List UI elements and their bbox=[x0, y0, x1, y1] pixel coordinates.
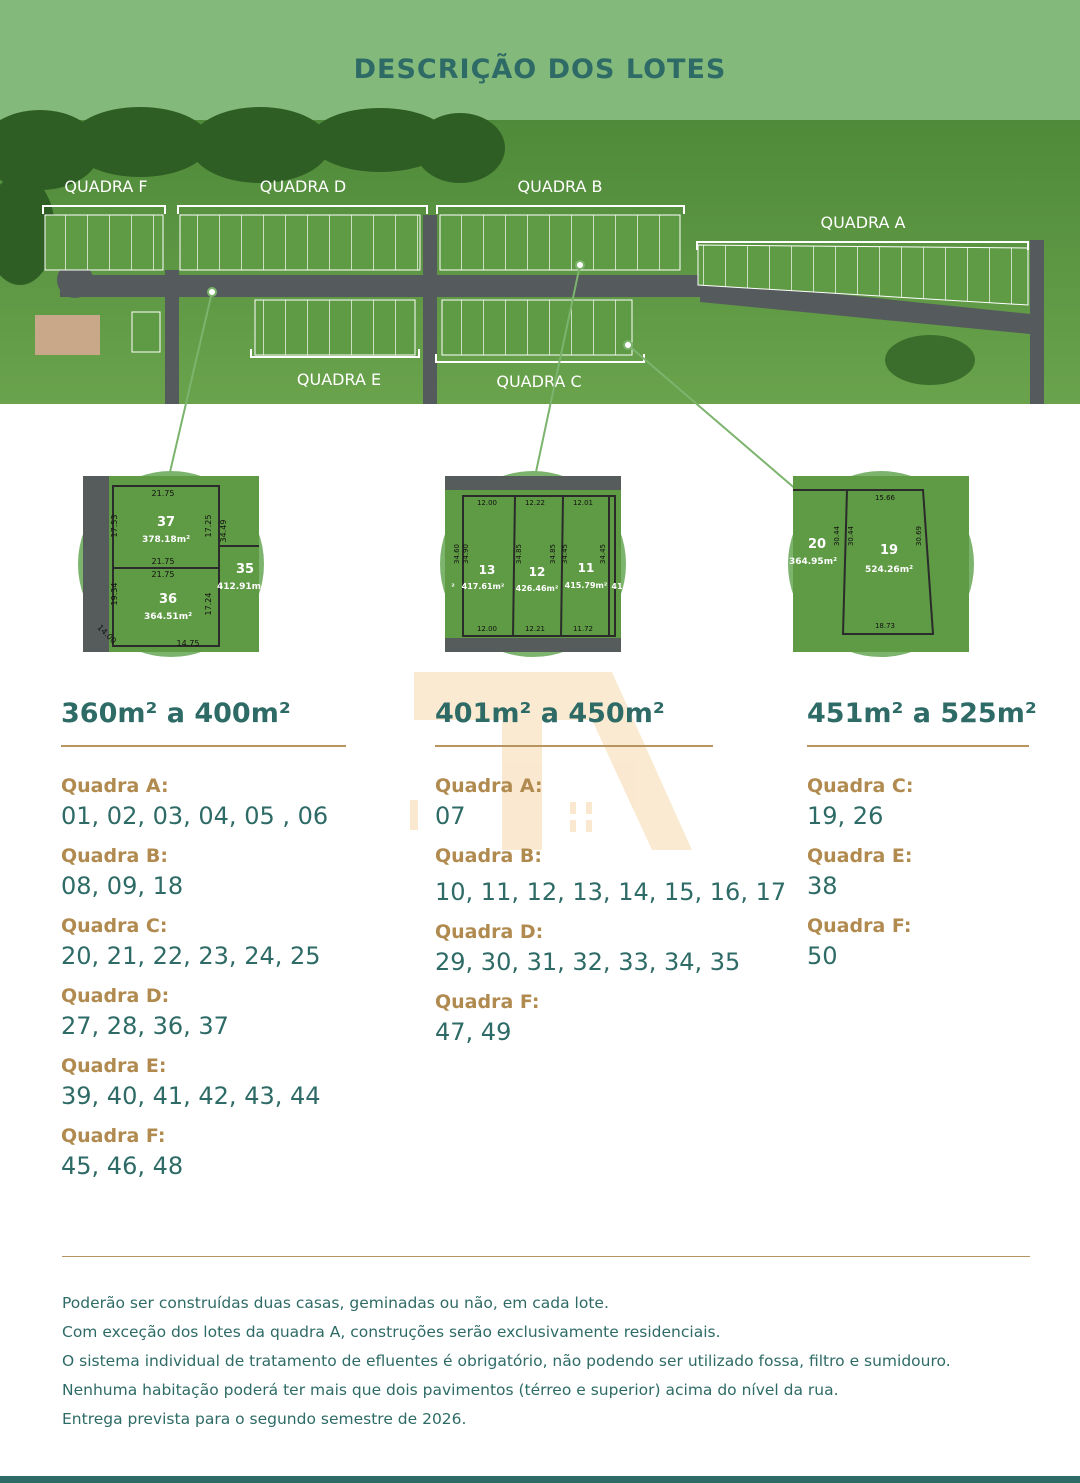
zoom-circle-quadra-c bbox=[788, 471, 974, 657]
quadra-group bbox=[435, 919, 741, 979]
zoom1-dim-right3: 17.24 bbox=[204, 592, 213, 616]
footer-bar bbox=[0, 1476, 1080, 1483]
range-heading: 401m² a 450m² bbox=[435, 698, 665, 729]
quadra-group bbox=[61, 1123, 346, 1183]
label-quadra-e: QUADRA E bbox=[296, 370, 382, 389]
zoom2-partial-left: ² bbox=[451, 582, 455, 591]
zoom1-dim-right1: 17.25 bbox=[204, 514, 213, 538]
quadra-group bbox=[807, 913, 1029, 973]
quadra-group bbox=[61, 843, 346, 903]
quadra-label: Quadra C: bbox=[61, 915, 168, 937]
zoom1-dim-mid2: 21.75 bbox=[151, 570, 175, 579]
zoom2-lot11-num: 11 bbox=[577, 561, 595, 575]
quadra-group bbox=[435, 843, 787, 909]
zoom3-dim-bottom: 18.73 bbox=[874, 622, 896, 630]
heading-rule bbox=[807, 745, 1029, 747]
label-quadra-d: QUADRA D bbox=[259, 177, 347, 196]
range-column-1 bbox=[61, 698, 346, 1193]
quadra-label: Quadra E: bbox=[61, 1055, 167, 1077]
range-column-3 bbox=[807, 698, 1037, 983]
lot-numbers: 20, 21, 22, 23, 24, 25 bbox=[61, 942, 321, 970]
zoom1-dim-mid1: 21.75 bbox=[151, 557, 175, 566]
lot-numbers: 29, 30, 31, 32, 33, 34, 35 bbox=[435, 948, 741, 976]
label-quadra-b: QUADRA B bbox=[517, 177, 603, 196]
zoom2-lot12-num: 12 bbox=[528, 565, 546, 579]
zoom2-lot11-area: 415.79m² bbox=[564, 581, 608, 590]
zoom3-dim-v2: 30.44 bbox=[847, 525, 855, 547]
quadra-label: Quadra C: bbox=[807, 775, 914, 797]
zoom2-dim-top1: 12.00 bbox=[476, 499, 498, 507]
lot-numbers: 50 bbox=[807, 942, 838, 970]
quadra-label: Quadra B: bbox=[435, 845, 542, 867]
quadra-list bbox=[61, 773, 346, 1183]
range-heading: 451m² a 525m² bbox=[807, 698, 1037, 729]
note-line: Com exceção dos lotes da quadra A, construções serão exclusivamente residenciais. bbox=[62, 1323, 721, 1341]
heading-rule bbox=[61, 745, 346, 747]
zoom2-dim-bot1: 12.00 bbox=[476, 625, 498, 633]
page-title: DESCRIÇÃO DOS LOTES bbox=[353, 54, 727, 85]
heading-rule bbox=[435, 745, 713, 747]
quadra-group bbox=[435, 989, 713, 1049]
lot-numbers: 47, 49 bbox=[435, 1018, 512, 1046]
zoom1-lot37-num: 37 bbox=[156, 515, 176, 530]
zoom1-dim-bottom: 14.75 bbox=[176, 639, 200, 648]
quadra-label: Quadra F: bbox=[807, 915, 912, 937]
zoom3-dim-v1: 30.44 bbox=[833, 525, 841, 547]
site-plan-map bbox=[0, 120, 1080, 404]
lot-numbers: 07 bbox=[435, 802, 466, 830]
quadra-list bbox=[807, 773, 1029, 973]
zoom-circle-quadra-b bbox=[440, 471, 626, 657]
quadra-group bbox=[61, 913, 346, 973]
quadra-group bbox=[61, 983, 346, 1043]
lot-numbers: 45, 46, 48 bbox=[61, 1152, 184, 1180]
zoom1-dim-top: 21.75 bbox=[151, 489, 175, 498]
quadra-label: Quadra E: bbox=[807, 845, 913, 867]
note-line: Nenhuma habitação poderá ter mais que dois pavimentos (térreo e superior) acima do nível da rua. bbox=[62, 1381, 839, 1399]
zoom1-dim-right2: 34.49 bbox=[219, 519, 228, 543]
quadra-label: Quadra F: bbox=[61, 1125, 166, 1147]
zoom1-lot35-area: 412.91m bbox=[216, 582, 262, 592]
lot-numbers: 19, 26 bbox=[807, 802, 884, 830]
zoom2-lot12-area: 426.46m² bbox=[515, 584, 559, 593]
zoom2-dim-bot2: 12.21 bbox=[524, 625, 546, 633]
zoom2-dim-v6: 34.45 bbox=[599, 543, 607, 565]
note-line: Entrega prevista para o segundo semestre de 2026. bbox=[62, 1410, 467, 1428]
quadra-group bbox=[61, 773, 346, 833]
zoom1-dim-corner: 14.00 bbox=[95, 622, 119, 646]
zoom2-dim-top2: 12.22 bbox=[524, 499, 546, 507]
notes-block bbox=[62, 1289, 1042, 1434]
zoom2-dim-v5: 34.45 bbox=[561, 543, 569, 565]
zoom3-lot19-num: 19 bbox=[879, 543, 899, 558]
label-quadra-f: QUADRA F bbox=[64, 177, 148, 196]
zoom1-lot35-num: 35 bbox=[235, 562, 255, 577]
quadra-label: Quadra A: bbox=[61, 775, 169, 797]
lot-numbers: 38 bbox=[807, 872, 838, 900]
zoom3-dim-top: 15.66 bbox=[874, 494, 896, 502]
quadra-label: Quadra A: bbox=[435, 775, 543, 797]
zoom-circle-quadra-d bbox=[78, 471, 264, 657]
zoom3-dim-v3: 30.69 bbox=[915, 525, 923, 547]
quadra-group bbox=[61, 1053, 346, 1113]
zoom3-lot20-num: 20 bbox=[807, 537, 827, 552]
lot-numbers: 01, 02, 03, 04, 05 , 06 bbox=[61, 802, 329, 830]
section-divider bbox=[62, 1256, 1030, 1257]
zoom2-dim-v4: 34.85 bbox=[549, 543, 557, 565]
zoom2-lot13-area: 417.61m² bbox=[461, 582, 505, 591]
quadra-label: Quadra D: bbox=[435, 921, 544, 943]
quadra-label: Quadra B: bbox=[61, 845, 168, 867]
note-line: O sistema individual de tratamento de efluentes é obrigatório, não podendo ser utilizado fossa, filtro e sumidouro. bbox=[62, 1352, 951, 1370]
zoom1-lot36-num: 36 bbox=[158, 592, 178, 607]
quadra-label: Quadra F: bbox=[435, 991, 540, 1013]
zoom2-partial-right: 41 bbox=[611, 582, 623, 591]
quadra-group bbox=[807, 773, 1029, 833]
zoom1-lot37-area: 378.18m² bbox=[141, 535, 191, 545]
quadra-label: Quadra D: bbox=[61, 985, 170, 1007]
lot-numbers: 39, 40, 41, 42, 43, 44 bbox=[61, 1082, 321, 1110]
range-column-2 bbox=[435, 698, 787, 1059]
zoom1-dim-left2: 19.34 bbox=[110, 582, 119, 606]
zoom1-dim-left1: 17.53 bbox=[110, 514, 119, 538]
quadra-list bbox=[435, 773, 787, 1049]
zoom2-dim-v2: 34.90 bbox=[462, 543, 470, 565]
label-quadra-a: QUADRA A bbox=[820, 213, 906, 232]
zoom2-dim-v3: 34.85 bbox=[515, 543, 523, 565]
zoom3-lot20-area: 364.95m² bbox=[788, 557, 838, 567]
zoom1-lot36-area: 364.51m² bbox=[143, 612, 193, 622]
zoom2-dim-top3: 12.01 bbox=[572, 499, 594, 507]
lot-numbers: 08, 09, 18 bbox=[61, 872, 184, 900]
lot-numbers: 27, 28, 36, 37 bbox=[61, 1012, 229, 1040]
note-line: Poderão ser construídas duas casas, geminadas ou não, em cada lote. bbox=[62, 1294, 609, 1312]
lot-numbers: 10, 11, 12, 13, 14, 15, 16, 17 bbox=[435, 878, 787, 906]
zoom3-lot19-area: 524.26m² bbox=[864, 565, 914, 575]
label-quadra-c: QUADRA C bbox=[496, 372, 582, 391]
zoom2-lot13-num: 13 bbox=[478, 563, 496, 577]
zoom2-dim-bot3: 11.72 bbox=[572, 625, 594, 633]
range-heading: 360m² a 400m² bbox=[61, 698, 291, 729]
zoom2-dim-v1: 34.60 bbox=[453, 543, 461, 565]
quadra-group bbox=[435, 773, 713, 833]
quadra-group bbox=[807, 843, 1029, 903]
